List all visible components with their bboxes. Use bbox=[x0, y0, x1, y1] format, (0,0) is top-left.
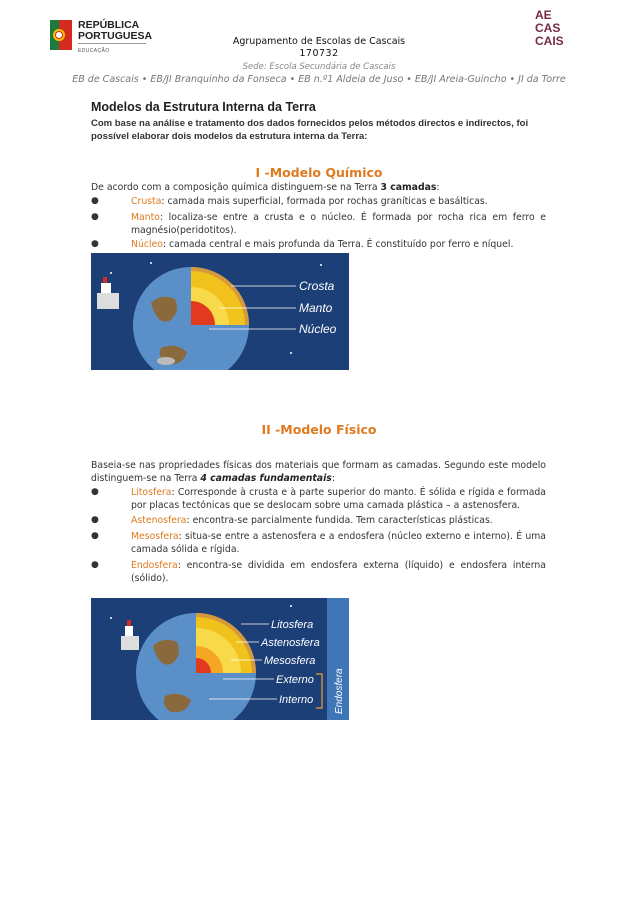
section-1-title: I -Modelo Químico bbox=[255, 165, 383, 180]
label-interno: Interno bbox=[279, 694, 314, 706]
section-1-lead bbox=[91, 181, 546, 194]
term: Astenosfera bbox=[131, 515, 187, 526]
logo-letters-2: CAS bbox=[535, 21, 561, 35]
label-manto: Manto bbox=[299, 301, 333, 315]
term: Endosfera bbox=[131, 560, 178, 571]
lead-bold: 4 camadas fundamentais bbox=[200, 473, 332, 484]
term-desc: : camada mais superficial, formada por rochas graníticas e basálticas. bbox=[161, 196, 488, 207]
label-astenosfera: Astenosfera bbox=[261, 637, 320, 649]
term: Manto bbox=[131, 212, 160, 223]
list-item bbox=[91, 211, 546, 237]
term: Núcleo bbox=[131, 239, 163, 250]
logo-letters-1: AE bbox=[535, 8, 552, 22]
school-sede: Sede: Escola Secundária de Cascais bbox=[242, 62, 396, 72]
term: Crusta bbox=[131, 196, 162, 207]
lead-end: : bbox=[331, 473, 335, 484]
bullet-icon: ● bbox=[91, 196, 99, 206]
logo-sub: EDUCAÇÃO bbox=[78, 48, 110, 54]
lead-bold: 3 camadas bbox=[380, 182, 437, 193]
label-externo: Externo bbox=[276, 674, 314, 686]
term-desc: : localiza-se entre a crusta e o núcleo. É formada por rocha rica em ferro e magnésio(peridotitos). bbox=[131, 212, 546, 236]
school-name: Agrupamento de Escolas de Cascais bbox=[232, 36, 406, 47]
logo-line-1: REPÚBLICA bbox=[78, 19, 140, 31]
term-desc: : encontra-se dividida em endosfera externa (líquido) e endosfera interna (sólido). bbox=[131, 560, 546, 584]
list-item bbox=[91, 514, 546, 527]
term: Mesosfera bbox=[131, 531, 179, 542]
label-crosta: Crosta bbox=[299, 279, 335, 293]
logo-line-2: PORTUGUESA bbox=[78, 30, 153, 42]
list-item bbox=[91, 530, 546, 556]
bullet-icon: ● bbox=[91, 515, 99, 525]
bullet-icon: ● bbox=[91, 487, 99, 497]
logo-letters-3: CAIS bbox=[535, 34, 564, 48]
intro-paragraph: Com base na análise e tratamento dos dados fornecidos pelos métodos directos e indirectos, foi possível elaborar dois modelos da estrutura interna da Terra: bbox=[91, 118, 529, 142]
list-item bbox=[91, 195, 546, 208]
physical-model-illustration bbox=[91, 598, 349, 720]
term-desc: : situa-se entre a astenosfera e a endosfera (núcleo externo e interno). É uma camada sólida e rígida. bbox=[131, 531, 546, 555]
label-endosfera: Endosfera bbox=[334, 668, 345, 714]
term: Litosfera bbox=[131, 487, 172, 498]
lead-end: : bbox=[436, 182, 440, 193]
bullet-icon: ● bbox=[91, 560, 99, 570]
section-2-lead bbox=[91, 459, 546, 485]
page-title: Modelos da Estrutura Interna da Terra bbox=[91, 100, 316, 114]
label-nucleo: Núcleo bbox=[299, 322, 337, 336]
chemical-model-illustration bbox=[91, 253, 349, 370]
schools-list: EB de Cascais • EB/JI Branquinho da Fonseca • EB n.º1 Aldeia de Juso • EB/JI Areia-Guincho • JI da Torre bbox=[72, 74, 566, 85]
list-item bbox=[91, 559, 546, 585]
bullet-icon: ● bbox=[91, 239, 99, 249]
label-mesosfera: Mesosfera bbox=[264, 655, 316, 667]
submarine-icon bbox=[157, 357, 175, 365]
term-desc: : camada central e mais profunda da Terra. É constituído por ferro e níquel. bbox=[162, 239, 514, 250]
school-code: 170732 bbox=[299, 48, 339, 59]
bullet-icon: ● bbox=[91, 531, 99, 541]
list-item bbox=[91, 486, 546, 512]
term-desc: : Corresponde à crusta e à parte superior do manto. É sólida e rígida e formada por placas tectónicas que se deslocam sobre uma camada plástica – a astenosfera. bbox=[131, 487, 546, 511]
term-desc: : encontra-se parcialmente fundida. Tem características plásticas. bbox=[186, 515, 493, 526]
label-litosfera: Litosfera bbox=[271, 619, 314, 631]
section-2-title: II -Modelo Físico bbox=[261, 422, 377, 437]
bullet-icon: ● bbox=[91, 212, 99, 222]
lead-text: Baseia-se nas propriedades físicas dos materiais que formam as camadas. Segundo este modelo distinguem-se na Terra bbox=[91, 460, 546, 484]
lead-text: De acordo com a composição química distinguem-se na Terra bbox=[91, 182, 381, 193]
list-item bbox=[91, 238, 546, 251]
